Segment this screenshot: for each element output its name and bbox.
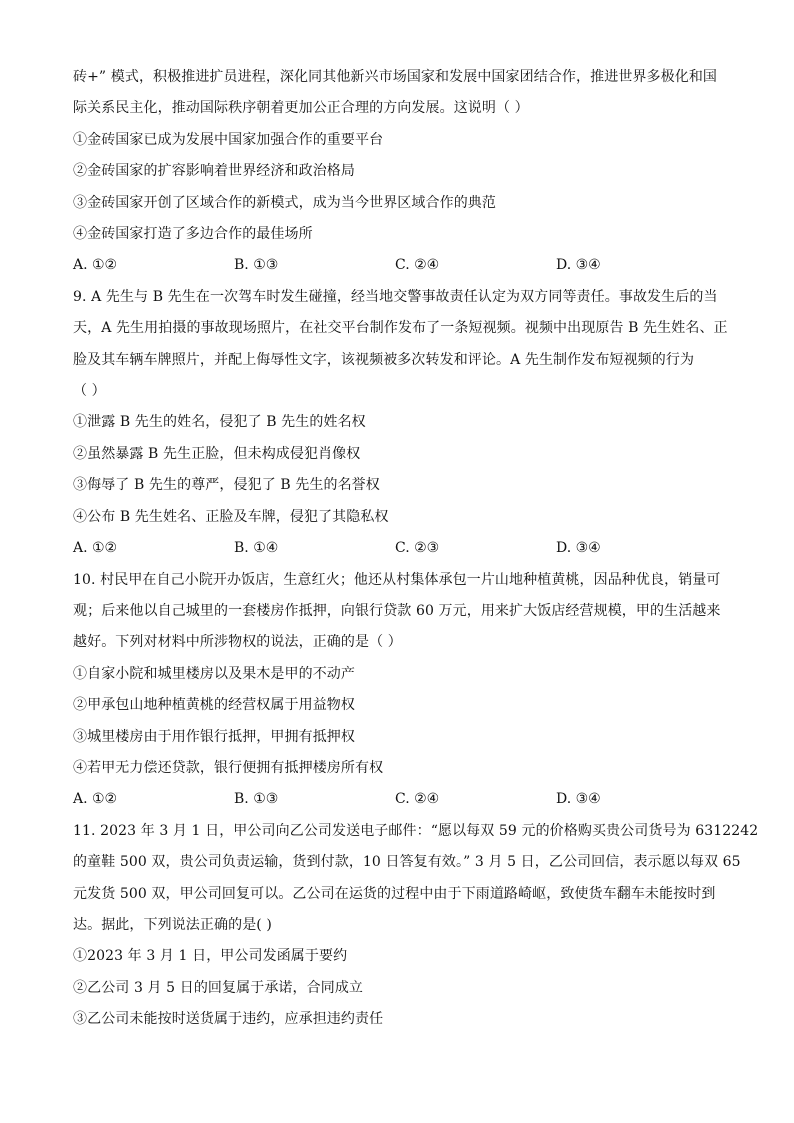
- question-stem-line: 砖+” 模式，积极推进扩员进程，深化同其他新兴市场国家和发展中国家团结合作，推进世界多极化和国: [73, 69, 718, 85]
- statement-3: ③城里楼房由于用作银行抵押，甲拥有抵押权: [73, 728, 355, 745]
- statement-1: ①金砖国家已成为发展中国家加强合作的重要平台: [73, 131, 384, 148]
- question-stem-line: （ ）: [73, 383, 106, 400]
- statement-1: ①2023 年 3 月 1 日，甲公司发函属于要约: [73, 948, 348, 965]
- statement-3: ③侮辱了 B 先生的尊严，侵犯了 B 先生的名誉权: [73, 477, 380, 494]
- statement-2: ②虽然暴露 B 先生正脸，但未构成侵犯肖像权: [73, 445, 361, 462]
- statement-4: ④公布 B 先生姓名、正脸及车牌，侵犯了其隐私权: [73, 508, 389, 525]
- question-9: [73, 282, 728, 565]
- question-stem-line: 际关系民主化，推动国际秩序朝着更加公正合理的方向发展。这说明（ ）: [73, 100, 529, 117]
- question-stem-line: 的童鞋 500 双，贵公司负责运输，货到付款，10 日答复有效。” 3 月 5 日，乙公司回信，表示愿以每双 65: [73, 854, 741, 871]
- option-b: B. ①③: [234, 257, 279, 274]
- exam-page: [73, 62, 759, 1036]
- option-d: D. ③④: [556, 791, 601, 808]
- option-c: C. ②④: [395, 257, 440, 274]
- statement-1: ①自家小院和城里楼房以及果木是甲的不动产: [73, 665, 355, 682]
- answer-options: [73, 784, 723, 815]
- option-b: B. ①③: [234, 791, 279, 808]
- option-d: D. ③④: [556, 257, 601, 274]
- question-stem-line: 达。据此，下列说法正确的是( ): [73, 916, 272, 933]
- option-a: A. ①②: [73, 540, 118, 557]
- option-a: A. ①②: [73, 791, 118, 808]
- question-stem-line: 观；后来他以自己城里的一套楼房作抵押，向银行贷款 60 万元，用来扩大饭店经营规模，甲的生活越来: [73, 602, 721, 619]
- statement-2: ②金砖国家的扩容影响着世界经济和政治格局: [73, 163, 355, 180]
- question-11: [73, 816, 759, 1036]
- answer-options: [73, 533, 723, 564]
- statement-4: ④金砖国家打造了多边合作的最佳场所: [73, 226, 313, 243]
- question-stem-line: 9. A 先生与 B 先生在一次驾车时发生碰撞，经当地交警事故责任认定为双方同等责任。事故发生后的当: [73, 288, 718, 305]
- question-stem-line: 元发货 500 双，甲公司回复可以。乙公司在运货的过程中由于下雨道路崎岖，致使货车翻车未能按时到: [73, 885, 716, 902]
- question-stem-line: 10. 村民甲在自己小院开办饭店，生意红火；他还从村集体承包一片山地种植黄桃，因品种优良，销量可: [73, 571, 721, 588]
- question-stem-line: 11. 2023 年 3 月 1 日，甲公司向乙公司发送电子邮件：“愿以每双 59 元的价格购买贵公司货号为 6312242: [73, 822, 759, 839]
- option-a: A. ①②: [73, 257, 118, 274]
- question-stem-line: 越好。下列对材料中所涉物权的说法，正确的是（ ）: [73, 634, 402, 651]
- statement-2: ②甲承包山地种植黄桃的经营权属于用益物权: [73, 697, 355, 714]
- option-d: D. ③④: [556, 540, 601, 557]
- question-stem-line: 天，A 先生用拍摄的事故现场照片，在社交平台制作发布了一条短视频。视频中出现原告 B 先生姓名、正: [73, 320, 728, 337]
- statement-1: ①泄露 B 先生的姓名，侵犯了 B 先生的姓名权: [73, 414, 366, 431]
- option-b: B. ①④: [234, 540, 279, 557]
- statement-3: ③乙公司未能按时送货属于违约，应承担违约责任: [73, 1011, 384, 1028]
- option-c: C. ②③: [395, 540, 440, 557]
- option-c: C. ②④: [395, 791, 440, 808]
- question-stem-line: 脸及其车辆车牌照片，并配上侮辱性文字，该视频被多次转发和评论。A 先生制作发布短视频的行为: [73, 351, 695, 368]
- statement-2: ②乙公司 3 月 5 日的回复属于承诺，合同成立: [73, 979, 364, 996]
- answer-options: [73, 250, 723, 281]
- statement-3: ③金砖国家开创了区域合作的新模式，成为当今世界区域合作的典范: [73, 194, 496, 211]
- statement-4: ④若甲无力偿还贷款，银行便拥有抵押楼房所有权: [73, 759, 384, 776]
- question-8: [73, 62, 723, 282]
- question-10: [73, 565, 723, 816]
